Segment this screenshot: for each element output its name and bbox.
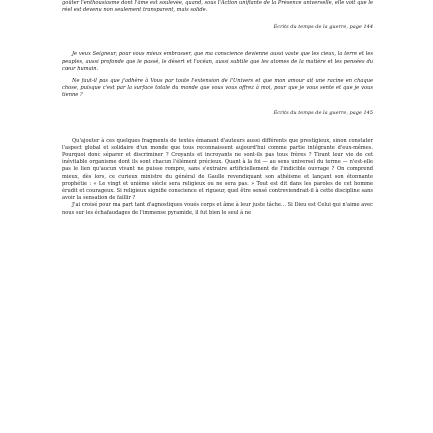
body-paragraph-2: J'ai croisé pour ma part tant d'agnostiques voués corps et âme à leur juste tâche… Si Dieu est Celui qui n'aime avec nous sur les échafaudages de l'immense pyramide, il fut bien le seul à ne <box>62 202 373 216</box>
quote-paragraph-2: Ne faut-il pas que j'adhère à Vous par toute l'extension de l'Univers et que mon amour ait une racine en chaque chose, puisque c'est par la surface totale du monde que vous vous offrez à moi, pour que je vous sente et que je vous tienne ? <box>62 78 373 99</box>
quote-paragraph-1: Je veux Seigneur, pour vous mieux embrasser, que ma conscience devienne aussi vaste que les cieux, la terre et les peuples, aussi profonde que le passé, le désert et l'océan, aussi subtile que les atomes de la matière et les pensées du cœur humain. <box>62 51 373 72</box>
source-citation-1: Écrits du temps de la guerre, page 144 <box>273 24 373 31</box>
top-fragment: goûter l'enthousiasme dont l'âme est soulevée, quand, sous l'Action unifiante de la Présence universelle, elle voit que le réel est devenu non seulement transparent, mais solide. <box>62 0 373 14</box>
body-paragraph-1: Qu'ajouter à ces quelques fragments de textes émanant d'auteurs aussi différents que prestigieux, sinon constater l'aspect global et solidaire d'un monde que tous reconnaissent aujourd'hui comme partie intégrante d'eux-mêmes. Pourquoi donc séparer et discriminer ? Croyants et incroyants ne sont-ils pas tous frères ? Tirant leur vie de cet inévitable organisme dont ils sont chacun l'élément précieux. Quant à la foi — au sens universel du terme — n'est-elle pas le lien qu'aucun vivant ne puisse rompre, sans s'extraire artificiellement de l'indicible ouvrage ? On comprend mieux, dès lors, ce curieux ministre du général de Gaulle revendiquant son athéisme et lançant son étonnante prophétie : « Le vingt et unième siècle sera religieux ou ne sera pas. » Tout est dit dans les paroles de cet homme érudit et courageux. Si religieux signifie conscience et rigueur, quel être sensé contreviendrait-il à cette discipline sans avoir la sensation de faillir ? <box>62 137 373 202</box>
source-citation-2: Écrits du temps de la guerre, page 145 <box>273 109 373 116</box>
